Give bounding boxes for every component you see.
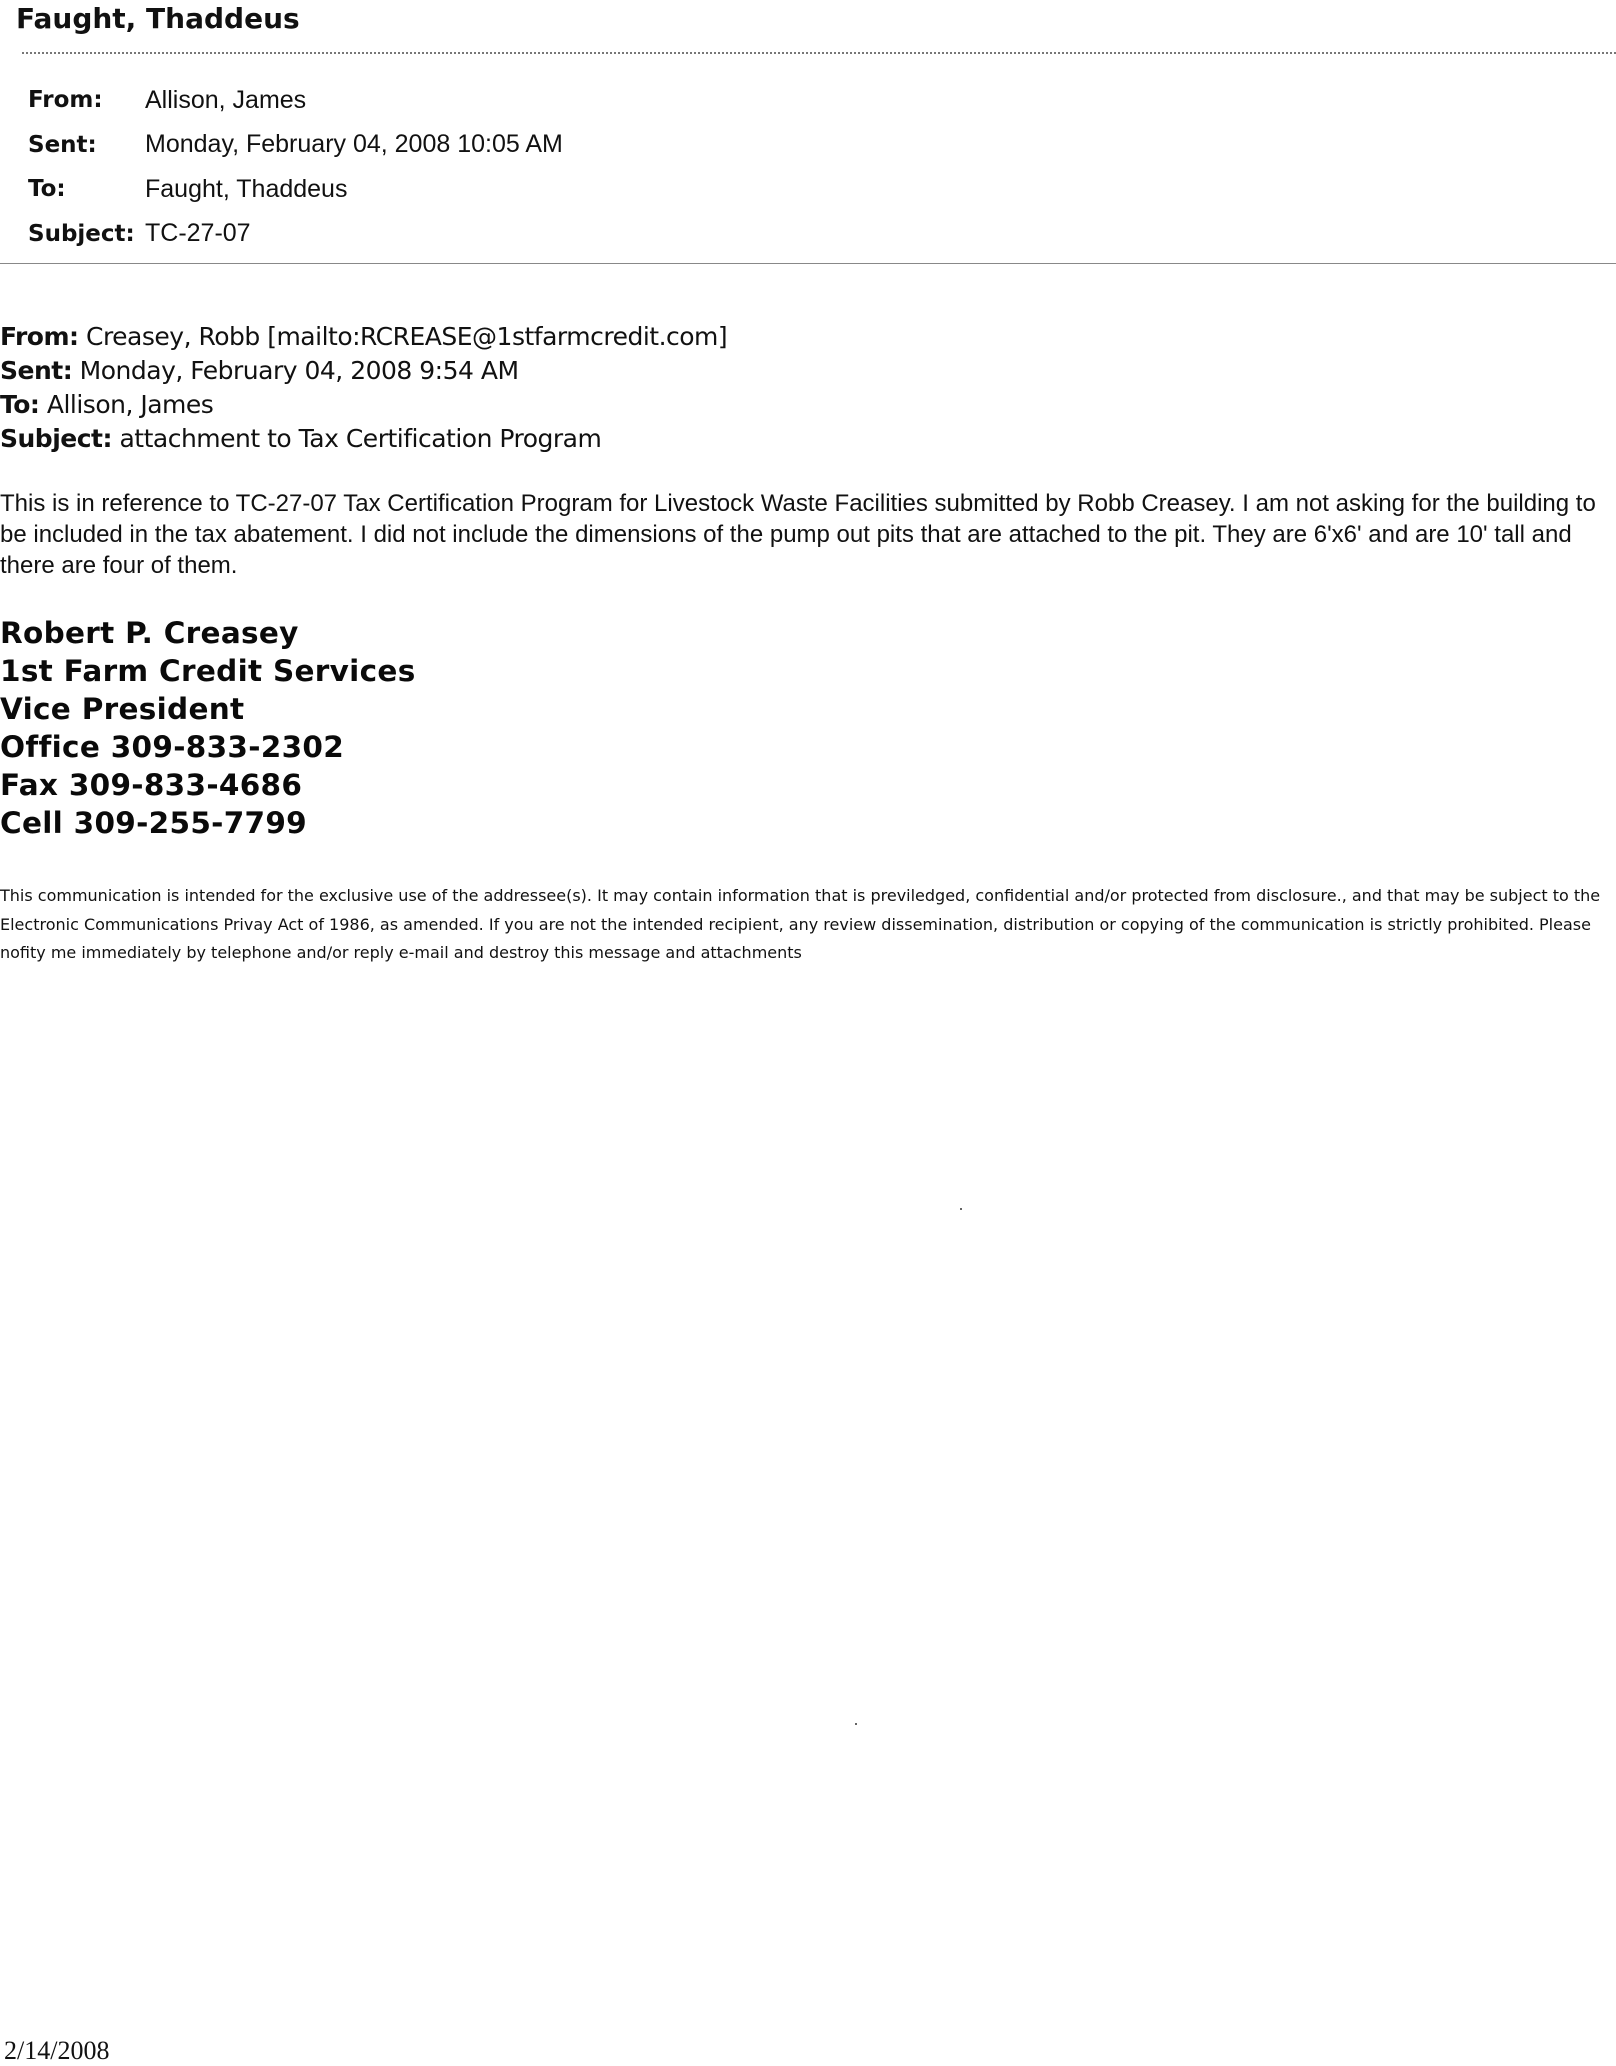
signature-company: 1st Farm Credit Services <box>0 654 416 688</box>
inner-subject-row <box>0 422 727 456</box>
inner-from-value: Creasey, Robb [mailto:RCREASE@1stfarmcredit.com] <box>85 322 728 351</box>
inner-subject-label: Subject: <box>0 424 112 453</box>
signature-fax: Fax 309-833-4686 <box>0 768 303 802</box>
outer-email-header <box>28 78 563 256</box>
outer-to-label: To: <box>28 176 66 203</box>
page-title: Faught, Thaddeus <box>16 2 300 35</box>
scan-speck <box>855 1723 857 1725</box>
inner-from-label: From: <box>0 322 79 351</box>
message-divider <box>0 263 1616 264</box>
header-divider <box>22 52 1616 54</box>
inner-to-label: To: <box>0 390 40 419</box>
inner-sent-value: Monday, February 04, 2008 9:54 AM <box>79 356 519 385</box>
footer-print-date: 2/14/2008 <box>4 2036 110 2065</box>
signature-cell-phone: Cell 309-255-7799 <box>0 806 307 840</box>
outer-from-value: Allison, James <box>145 85 307 114</box>
forwarded-email-header <box>0 320 727 456</box>
inner-to-row <box>0 388 727 422</box>
scan-speck <box>960 1208 962 1210</box>
signature-block <box>0 614 416 842</box>
outer-subject-row <box>28 212 563 257</box>
message-body: This is in reference to TC-27-07 Tax Certification Program for Livestock Waste Facilities submitted by Robb Creasey. I am not asking for the building to be included in the tax abatement. I did not include the dimensions of the pump out pits that are attached to the pit. They are 6'x6' and are 10' tall and there are four of them. <box>0 490 1596 579</box>
outer-sent-row <box>28 123 563 168</box>
outer-sent-value: Monday, February 04, 2008 10:05 AM <box>145 130 563 159</box>
outer-from-label: From: <box>28 87 103 114</box>
inner-sent-row <box>0 354 727 388</box>
signature-office-phone: Office 309-833-2302 <box>0 730 345 764</box>
inner-to-value: Allison, James <box>46 390 214 419</box>
outer-subject-value: TC-27-07 <box>145 219 251 248</box>
outer-subject-label: Subject: <box>28 220 135 247</box>
signature-name: Robert P. Creasey <box>0 616 299 650</box>
inner-subject-value: attachment to Tax Certification Program <box>119 424 602 453</box>
outer-from-row <box>28 78 563 123</box>
inner-sent-label: Sent: <box>0 356 73 385</box>
outer-sent-label: Sent: <box>28 131 97 158</box>
outer-to-value: Faught, Thaddeus <box>145 174 348 203</box>
confidentiality-disclaimer: This communication is intended for the exclusive use of the addressee(s). It may contain information that is previledged, confidential and/or protected from disclosure., and that may be subject to the Electronic Communications Privay Act of 1986, as amended. If you are not the intended recipient, any review dissemination, distribution or copying of the communication is strictly prohibited. Please nofity me immediately by telephone and/or reply e-mail and destroy this message and attachments <box>0 886 1601 962</box>
outer-to-row <box>28 167 563 212</box>
inner-from-row <box>0 320 727 354</box>
signature-title: Vice President <box>0 692 245 726</box>
